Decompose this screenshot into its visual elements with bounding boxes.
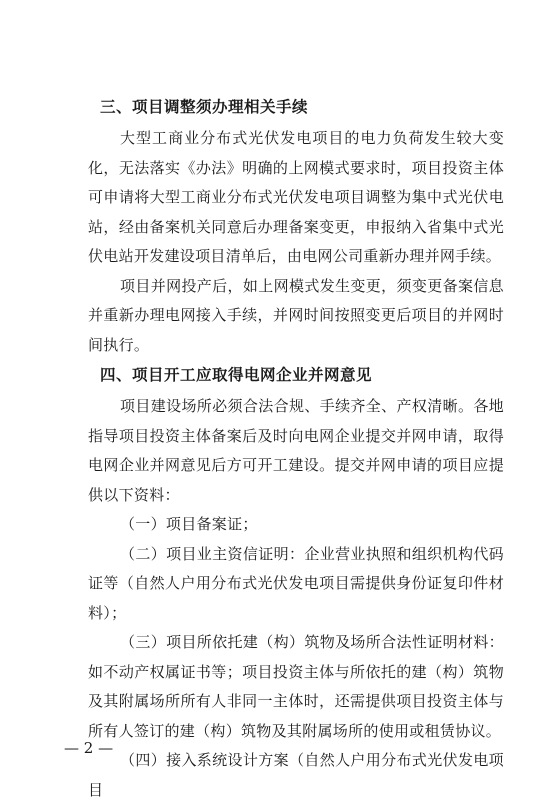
list-item: （二）项目业主资信证明：企业营业执照和组织机构代码证等（自然人户用分布式光伏发电项目需提供身份证复印件材料）； [88, 544, 504, 622]
paragraph: 项目并网投产后，如上网模式发生变更，须变更备案信息并重新办理电网接入手续，并网时间按照变更后项目的并网时间执行。 [88, 276, 504, 354]
document-body [88, 96, 504, 805]
paragraph: 大型工商业分布式光伏发电项目的电力负荷发生较大变化，无法落实《办法》明确的上网模式要求时，项目投资主体可申请将大型工商业分布式光伏发电项目调整为集中式光伏电站，经由备案机关同意后办理备案变更，申报纳入省集中式光伏电站开发建设项目清单后，由电网公司重新办理并网手续。 [88, 129, 504, 265]
paragraph: 项目建设场所必须合法合规、手续齐全、产权清晰。各地指导项目投资主体备案后及时向电网企业提交并网申请，取得电网企业并网意见后方可开工建设。提交并网申请的项目应提供以下资料： [88, 397, 504, 504]
page-number: — 2 — [64, 739, 114, 757]
list-item: （四）接入系统设计方案（自然人户用分布式光伏发电项目 [88, 751, 504, 799]
section-heading: 三、项目调整须办理相关手续 [100, 98, 309, 116]
list-item: （三）项目所依托建（构）筑物及场所合法性证明材料：如不动产权属证书等；项目投资主体与所依托的建（构）筑物及其附属场所所有人非同一主体时，还需提供项目投资主体与所有人签订的建（构）筑物及其附属场所的使用或租赁协议。 [88, 633, 504, 740]
list-item: （一）项目备案证； [120, 515, 258, 533]
section-heading: 四、项目开工应取得电网企业并网意见 [100, 366, 373, 384]
